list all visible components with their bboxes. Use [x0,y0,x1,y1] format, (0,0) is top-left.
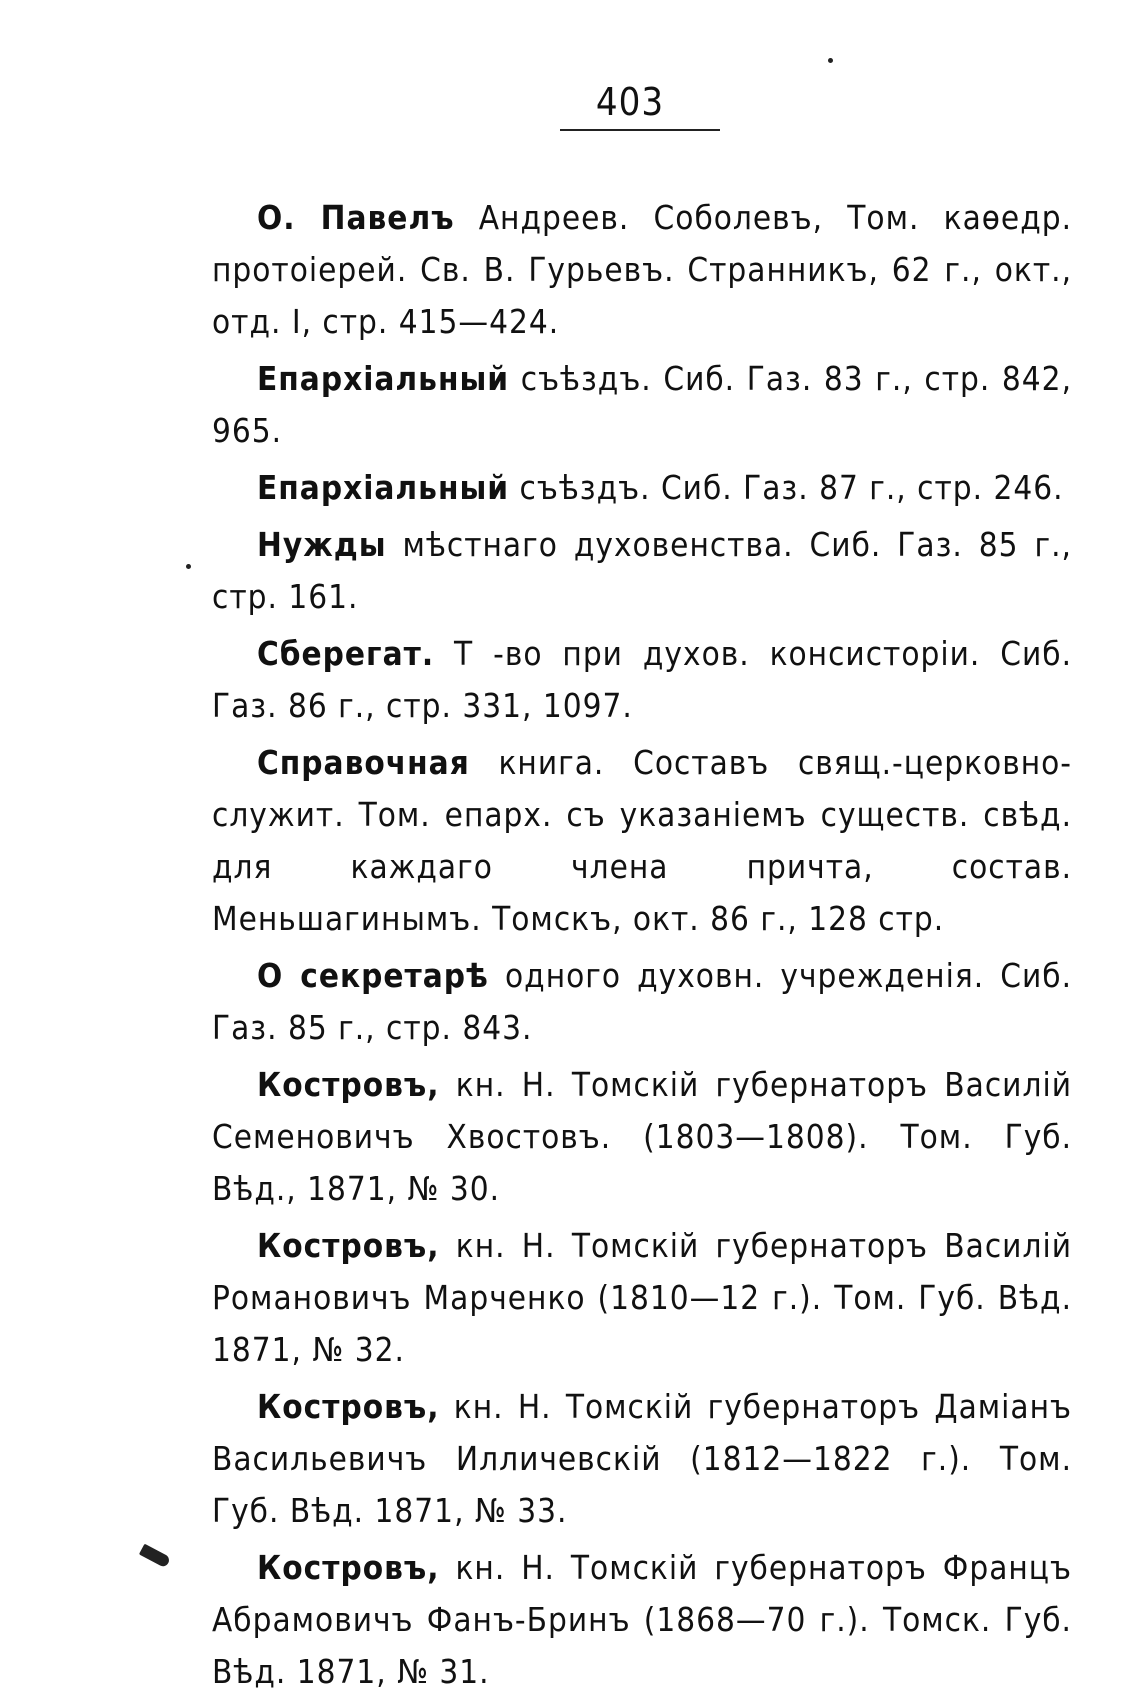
entry-heading: Нужды [257,525,387,564]
entry-text: кн. Н. Томскій губернаторъ Даміанъ Васильевичъ Илличевскій (1812—1822 г.). Том. Губ. Вѣд. 1871, № 33. [212,1387,1072,1530]
entry-text: кн. Н. Томскій губернаторъ Василій Романовичъ Марченко (1810—12 г.). Том. Губ. Вѣд. 1871, № 32. [212,1226,1072,1369]
entry-heading: Епархіальный [257,359,510,398]
bibliography-entry [212,353,1072,457]
print-smudge [139,1544,171,1569]
entry-heading: Костровъ, [257,1226,440,1265]
page-number: 403 [595,80,665,124]
entry-text: Т -во при духов. консисторіи. Сиб. Газ. 86 г., стр. 331, 1097. [212,634,1072,725]
entry-heading: О секретарѣ [257,956,489,995]
entry-heading: О. Павелъ [257,198,455,237]
entry-text: съѣздъ. Сиб. Газ. 83 г., стр. 842, 965. [212,359,1072,450]
bibliography-entry [212,628,1072,732]
entry-heading: Сберегат. [257,634,435,673]
header-rule [560,129,720,131]
entry-heading: Костровъ, [257,1065,440,1104]
entry-heading: Справочная [257,743,470,782]
entry-heading: Епархіальный [257,468,510,507]
print-speck [828,58,833,63]
bibliography-entry [212,519,1072,623]
entry-text: Андреев. Соболевъ, Том. каѳедр. протоіерей. Св. В. Гурьевъ. Странникъ, 62 г., окт., отд. I, стр. 415—424. [212,198,1073,341]
bibliography-entry [212,192,1072,348]
entry-text: книга. Составъ свящ.-церковно-служит. Том. епарх. съ указаніемъ существ. свѣд. для каждаго члена причта, состав. Меньшагинымъ. Томскъ, окт. 86 г., 128 стр. [212,743,1072,938]
bibliography-entry [212,1059,1072,1215]
bibliography-entry [212,737,1072,945]
bibliography-entry [212,1542,1072,1698]
bibliography-entry [212,950,1072,1054]
entry-heading: Костровъ, [257,1548,440,1587]
bibliography-entry [212,1220,1072,1376]
entry-text: одного духовн. учрежденія. Сиб. Газ. 85 г., стр. 843. [212,956,1072,1047]
bibliography-entry [212,1381,1072,1537]
entry-text: кн. Н. Томскій губернаторъ Василій Семеновичъ Хвостовъ. (1803—1808). Том. Губ. Вѣд., 1871, № 30. [212,1065,1072,1208]
entry-text: кн. Н. Томскій губернаторъ Францъ Абрамовичъ Фанъ-Бринъ (1868—70 г.). Томск. Губ. Вѣд. 1871, № 31. [212,1548,1072,1691]
entry-text: съѣздъ. Сиб. Газ. 87 г., стр. 246. [509,468,1064,507]
bibliography-list [212,192,1072,1703]
bibliography-entry [212,462,1072,514]
entry-text: мѣстнаго духовенства. Сиб. Газ. 85 г., стр. 161. [212,525,1072,616]
print-speck [186,564,191,569]
entry-heading: Костровъ, [257,1387,440,1426]
